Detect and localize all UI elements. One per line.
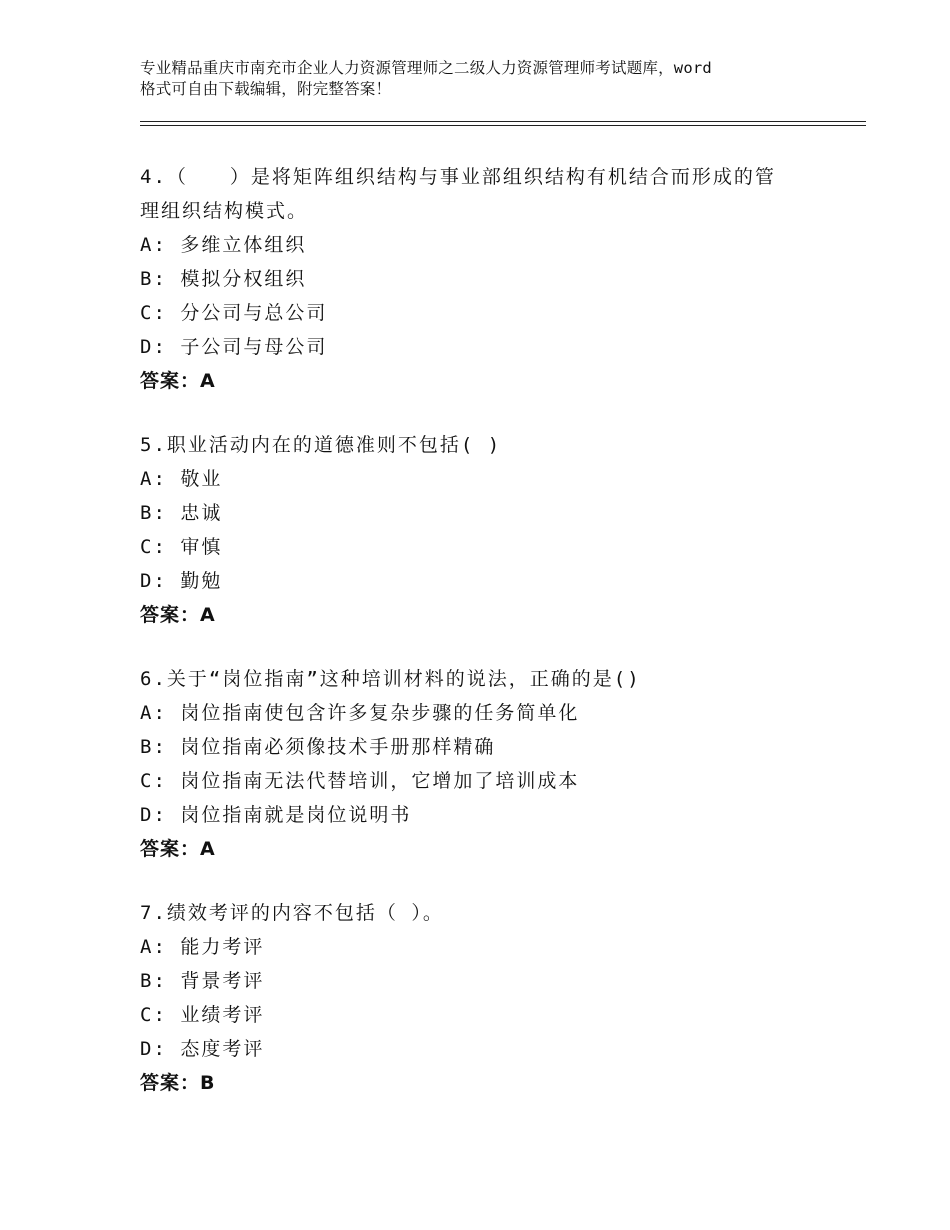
- option-c: C: 岗位指南无法代替培训，它增加了培训成本: [140, 770, 580, 792]
- option-a: A: 敬业: [140, 468, 223, 490]
- header-divider-bottom: [140, 125, 866, 126]
- question-list: [140, 160, 840, 1130]
- option-d: D: 态度考评: [140, 1038, 265, 1060]
- option-b: B: 模拟分权组织: [140, 268, 307, 290]
- question-stem: 4.（ ）是将矩阵组织结构与事业部组织结构有机结合而形成的管: [140, 166, 776, 188]
- option-b: B: 岗位指南必须像技术手册那样精确: [140, 736, 496, 758]
- option-d: D: 勤勉: [140, 570, 223, 592]
- option-b: B: 忠诚: [140, 502, 223, 524]
- option-a: A: 岗位指南使包含许多复杂步骤的任务简单化: [140, 702, 580, 724]
- option-c: C: 业绩考评: [140, 1004, 265, 1026]
- question-6: [140, 662, 840, 866]
- question-5: [140, 428, 840, 632]
- question-stem-continued: 理组织结构模式。: [140, 200, 309, 222]
- header-line-1: 专业精品重庆市南充市企业人力资源管理师之二级人力资源管理师考试题库，word: [140, 59, 712, 77]
- question-stem: 5.职业活动内在的道德准则不包括( ): [140, 434, 502, 456]
- header-line-2: 格式可自由下载编辑，附完整答案！: [140, 80, 392, 98]
- answer-label: 答案：A: [140, 838, 216, 860]
- question-4: [140, 160, 840, 398]
- question-stem: 6.关于“岗位指南”这种培训材料的说法，正确的是(): [140, 668, 641, 690]
- document-header: [140, 58, 860, 100]
- option-c: C: 分公司与总公司: [140, 302, 328, 324]
- option-d: D: 子公司与母公司: [140, 336, 328, 358]
- option-b: B: 背景考评: [140, 970, 265, 992]
- answer-label: 答案：A: [140, 604, 216, 626]
- answer-label: 答案：A: [140, 370, 216, 392]
- answer-label: 答案：B: [140, 1072, 216, 1094]
- option-c: C: 审慎: [140, 536, 223, 558]
- question-7: [140, 896, 840, 1100]
- option-d: D: 岗位指南就是岗位说明书: [140, 804, 412, 826]
- option-a: A: 多维立体组织: [140, 234, 307, 256]
- header-divider-top: [140, 121, 866, 122]
- option-a: A: 能力考评: [140, 936, 265, 958]
- question-stem: 7.绩效考评的内容不包括（ ）。: [140, 902, 444, 924]
